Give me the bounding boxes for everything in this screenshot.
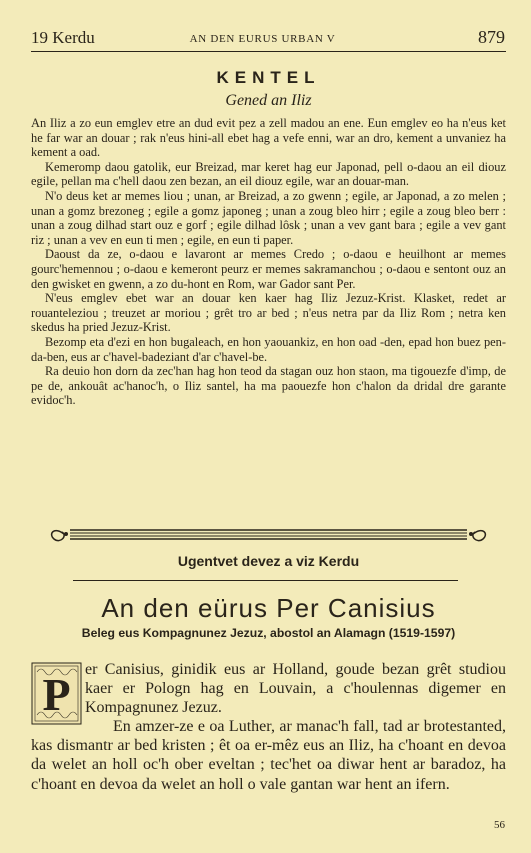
page-number: 56	[494, 819, 505, 831]
header-page-number: 879	[478, 27, 505, 47]
header-date: 19 Kerdu	[31, 28, 95, 47]
paragraph: An Iliz a zo eun emglev etre an dud evit pez a zell madou an ene. Eun emglev eo ha n'eus ket he far war an douar ; rak n'eus hini-all ebet hag a vefe enni, war an dro, kement a unvaniez ha kement a oad.	[31, 116, 506, 160]
section-subtitle: Gened an Iliz	[225, 92, 312, 109]
paragraph: N'eus emglev ebet war an douar ken kaer hag Iliz Jezuz-Krist. Klasket, redet ar rouanteleziou ; treuzet ar moriou ; grêt tro ar bed ; n'eus netra par da Iliz Rom ; netra ken skedus ha pried Jezuz-Krist.	[31, 291, 506, 335]
paragraph: Kemeromp daou gatolik, eur Breizad, mar keret hag eur Japonad, pell o-daou an eil diouz egile, pellan ma c'hell daou zen bezan, an eil diouz egile, war an douar-man.	[31, 159, 506, 189]
paragraph: Ra deuio hon dorn da zec'han hag hon teod da stagan ouz hon staon, ma tigouezfe d'imp, de pe de, ankouât ac'hanoc'h, o Iliz santel, ha ma paouezfe hon c'halon da dridal dre garante evidoc'h.	[31, 364, 506, 408]
paragraph: N'o deus ket ar memes liou ; unan, ar Breizad, a zo gwenn ; egile, ar Japonad, a zo melen ; unan a gomz brezoneg ; egile a gomz japoneg ; unan a zoug bleo hirr ; egile a zoug bleo berr : unan a zoug dilhad start ouz e gorf ; egile dilhad lôsk ; unan a vev gant bara ; egile a vev gant riz ; unan a vev en eun ti men ; egile, en eun ti paper.	[31, 188, 506, 247]
paragraph: Bezomp eta d'ezi en hon bugaleach, en hon yaouankiz, en hon oad -den, epad hon buez pen-da-ben, eus ar c'havel-badeziant d'ar c'havel-be.	[31, 334, 506, 364]
section-body	[31, 116, 506, 408]
article-body	[31, 660, 506, 794]
running-title: AN DEN EURUS URBAN V	[189, 33, 336, 45]
feast-date-label: Ugentvet devez a viz Kerdu	[177, 553, 360, 569]
header-rule	[31, 51, 506, 52]
section-title: KENTEL	[216, 68, 321, 87]
paragraph: Daoust da ze, o-daou e lavaront ar memes Credo ; o-daou e heuilhont ar memes gourc'hemennou ; o-daou e kemeront peurz er memes sakramanchou ; o-daou e sentont ouz an den gwisket en gwenn, a zo du-hont en Rom, war Gador sant Per.	[31, 247, 506, 291]
article-subtitle: Beleg eus Kompagnunez Jezuz, abostol an Alamagn (1519-1597)	[81, 626, 456, 640]
paragraph: En amzer-ze e oa Luther, ar manac'h fall, tad ar brotestanted, kas dismantr ar bed kristen ; êt oa er-mêz eus an Iliz, ha c'hoant en devoa da welet an holl oc'h ober eveltan ; tec'het oa diwar hent ar baradoz, ha c'hoant en devoa da welet an holl o vale gantan war hent an ifern.	[31, 718, 506, 793]
article-title: An den eürus Per Canisius	[101, 593, 436, 623]
divider-rule	[73, 580, 458, 581]
svg-text:P: P	[42, 669, 71, 720]
ornamental-divider	[46, 522, 491, 546]
paragraph: er Canisius, ginidik eus ar Holland, goude bezan grêt studiou kaer er Pologn hag en Louvain, a c'houlennas digemer en Kompagnunez Jezuz.	[85, 661, 506, 717]
